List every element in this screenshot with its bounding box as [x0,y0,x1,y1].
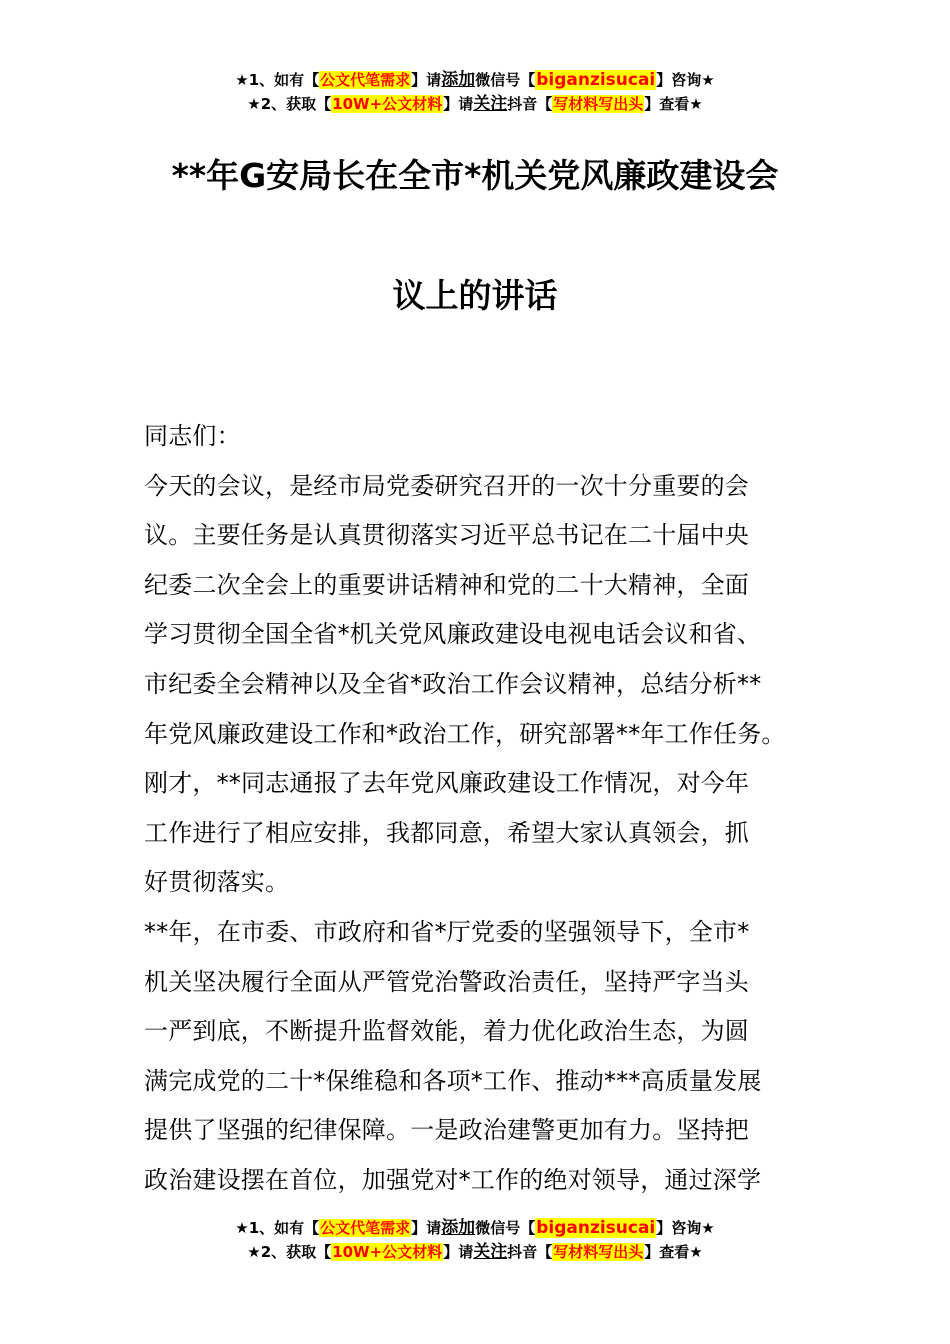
banner-text: 】咨询★ [656,1219,715,1237]
banner-text: 】请 [443,1243,474,1261]
banner-highlight: biganzisucai [536,70,656,90]
body-line: 好贯彻落实。 [144,868,290,897]
banner-highlight: biganzisucai [536,1218,656,1238]
banner-text: ★2、获取【 [247,95,332,113]
banner-text: 】请 [411,71,442,89]
body-line: 政治建设摆在首位，加强党对*工作的绝对领导，通过深学 [144,1165,762,1194]
banner-line-2 [0,92,950,116]
banner-text: 微信号【 [475,71,536,89]
banner-underline: 添加 [441,1218,476,1238]
body-line: **年，在市委、市政府和省*厅党委的坚强领导下，全市* [144,917,750,946]
banner-highlight: 写材料写出头 [553,95,644,113]
footer-banner [0,1216,950,1264]
banner-underline: 关注 [473,94,508,114]
document-title-line-2: 议上的讲话 [392,276,558,315]
banner-text: 】查看★ [644,95,703,113]
body-line: 今天的会议，是经市局党委研究召开的一次十分重要的会 [144,471,749,500]
banner-text: 微信号【 [475,1219,536,1237]
banner-text: 抖音【 [507,95,553,113]
document-title-line-1: **年G安局长在全市*机关党风廉政建设会 [171,156,779,195]
header-banner [0,68,950,116]
banner-line-2 [0,1240,950,1264]
banner-text: 】请 [411,1219,442,1237]
banner-highlight: 公文代笔需求 [320,1219,411,1237]
banner-underline: 关注 [473,1242,508,1262]
banner-line-1 [0,68,950,92]
banner-highlight: 10W+公文材料 [332,95,443,113]
banner-text: 】查看★ [644,1243,703,1261]
body-line: 一严到底，不断提升监督效能，着力优化政治生态，为圆 [144,1017,749,1046]
banner-text: 抖音【 [507,1243,553,1261]
body-line: 纪委二次全会上的重要讲话精神和党的二十大精神，全面 [144,570,749,599]
banner-underline: 添加 [441,70,476,90]
body-line: 提供了坚强的纪律保障。一是政治建警更加有力。坚持把 [144,1116,749,1145]
body-line: 议。主要任务是认真贯彻落实习近平总书记在二十届中央 [144,521,749,550]
banner-text: 】请 [443,95,474,113]
body-line: 机关坚决履行全面从严管党治警政治责任，坚持严字当头 [144,967,749,996]
body-line: 同志们： [144,422,241,450]
banner-highlight: 写材料写出头 [553,1243,644,1261]
body-line: 工作进行了相应安排，我都同意，希望大家认真领会，抓 [144,818,749,847]
banner-text: 】咨询★ [656,71,715,89]
document-body [144,412,824,1206]
banner-text: ★1、如有【 [235,71,320,89]
banner-highlight: 10W+公文材料 [332,1243,443,1261]
body-line: 学习贯彻全国全省*机关党风廉政建设电视电话会议和省、 [144,620,762,649]
banner-line-1 [0,1216,950,1240]
banner-highlight: 公文代笔需求 [320,71,411,89]
body-line: 刚才，**同志通报了去年党风廉政建设工作情况，对今年 [144,769,750,798]
body-line: 满完成党的二十*保维稳和各项*工作、推动***高质量发展 [144,1066,762,1095]
banner-text: ★2、获取【 [247,1243,332,1261]
body-line: 年党风廉政建设工作和*政治工作，研究部署**年工作任务。 [144,719,786,748]
body-line: 市纪委全会精神以及全省*政治工作会议精神，总结分析** [144,669,762,698]
banner-text: ★1、如有【 [235,1219,320,1237]
